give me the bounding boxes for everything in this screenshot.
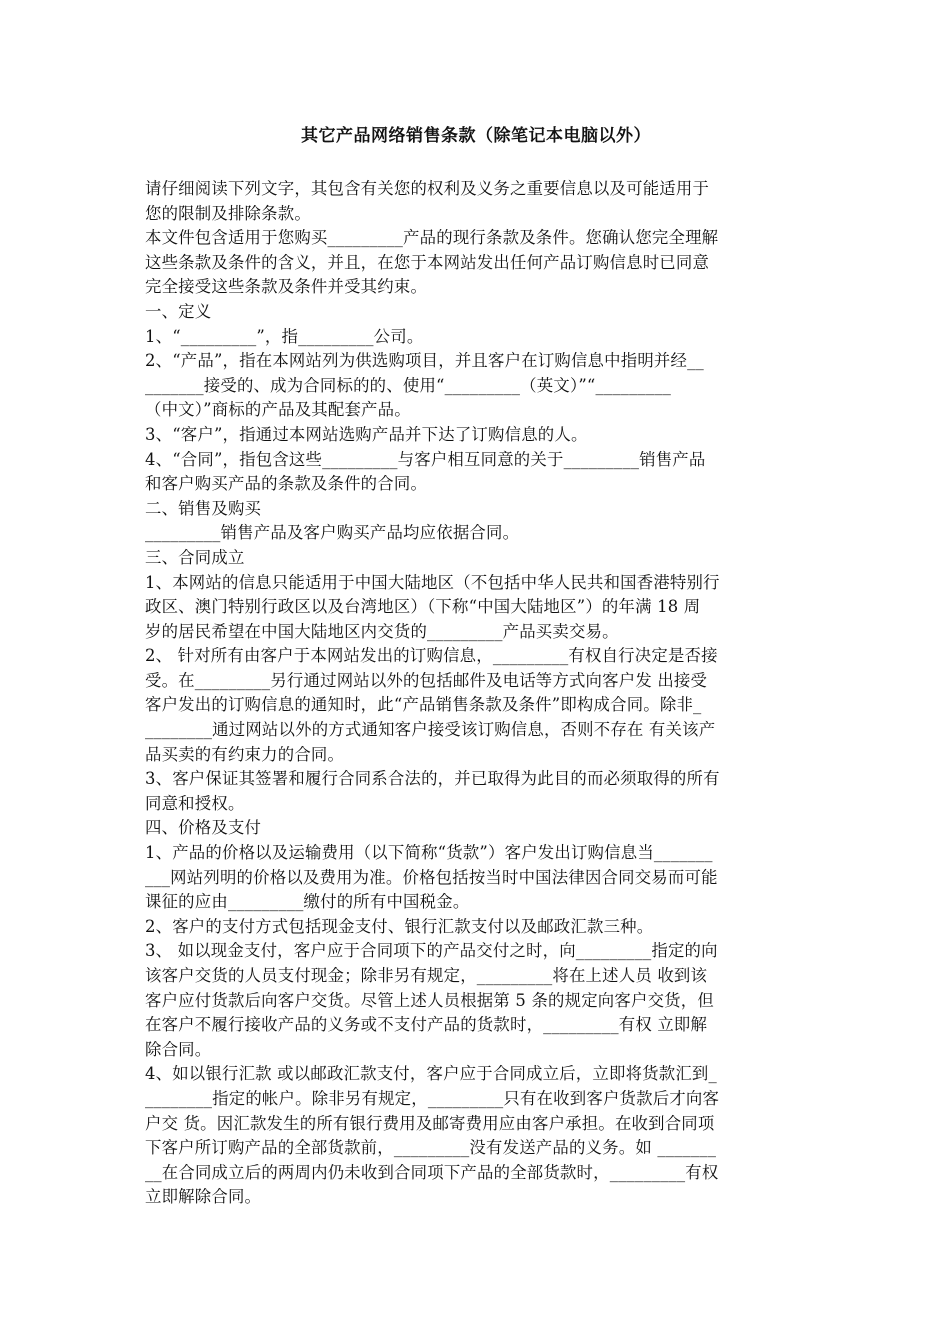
text-line: 岁的居民希望在中国大陆地区内交货的_________产品买卖交易。 [145,621,619,641]
text-line: 4、“合同”，指包含这些_________与客户相互同意的关于_________销售产品 [145,449,706,469]
text-line: 户交 货。因汇款发生的所有银行费用及邮寄费用应由客户承担。在收到合同项 [145,1113,715,1133]
document-page [145,118,807,1210]
text-line: 1、本网站的信息只能适用于中国大陆地区（不包括中华人民共和国香港特别行 [145,572,720,592]
text-line: 二、销售及购买 [145,498,262,518]
text-line: ________指定的帐户。除非另有规定，_________只有在收到客户货款后才向客 [145,1088,720,1108]
text-line: 除合同。 [145,1039,212,1059]
text-line: 下客户所订购产品的全部货款前，_________没有发送产品的义务。如 _______ [145,1138,717,1158]
text-line: 一、定义 [145,301,212,321]
text-line: 请仔细阅读下列文字，其包含有关您的权利及义务之重要信息以及可能适用于 [145,179,710,198]
text-line: 立即解除合同。 [145,1187,262,1207]
document-body [145,177,807,1210]
text-line: 客户应付货款后向客户交货。尽管上述人员根据第 5 条的规定向客户交货，但 [145,990,714,1010]
text-line: 1、“_________”，指_________公司。 [145,326,424,346]
text-line: 3、 如以现金支付，客户应于合同项下的产品交付之时，向_________指定的向 [145,941,718,961]
text-line: 完全接受这些条款及条件并受其约束。 [145,277,428,297]
text-line: 客户发出的订购信息的通知时，此“产品销售条款及条件”即构成合同。除非_ [145,695,702,715]
text-line: __在合同成立后的两周内仍未收到合同项下产品的全部货款时，_________有权 [145,1162,719,1182]
text-line: 四、价格及支付 [145,818,262,838]
text-line: 2、“产品”，指在本网站列为供选购项目，并且客户在订购信息中指明并经__ [145,351,704,371]
text-line: 品买卖的有约束力的合同。 [145,744,345,764]
document-title: 其它产品网络销售条款（除笔记本电脑以外） [301,126,651,146]
text-line: 4、如以银行汇款 或以邮政汇款支付，客户应于合同成立后，立即将货款汇到_ [145,1064,717,1084]
text-line: 该客户交货的人员支付现金；除非另有规定，_________将在上述人员 收到该 [145,966,708,985]
text-line: 3、“客户”，指通过本网站选购产品并下达了订购信息的人。 [145,424,588,444]
text-line: ___网站列明的价格以及费用为准。价格包括按当时中国法律因合同交易而可能 [145,867,718,887]
text-line: 这些条款及条件的含义，并且，在您于本网站发出任何产品订购信息时已同意 [145,252,710,272]
text-line: 在客户不履行接收产品的义务或不支付产品的货款时，_________有权 立即解 [145,1015,708,1035]
text-line: _________销售产品及客户购买产品均应依据合同。 [145,523,520,543]
text-line: 课征的应由_________缴付的所有中国税金。 [145,892,470,912]
text-line: 2、客户的支付方式包括现金支付、银行汇款支付以及邮政汇款三种。 [145,916,654,936]
text-line: 同意和授权。 [145,793,245,813]
text-line: （中文）”商标的产品及其配套产品。 [145,400,411,420]
text-line: _______接受的、成为合同标的的、使用“_________（英文）”“_________ [145,375,672,395]
text-line: ________通过网站以外的方式通知客户接受该订购信息，否则不存在 有关该产 [145,720,716,740]
text-line: 政区、澳门特别行政区以及台湾地区）（下称“中国大陆地区”）的年满 18 周 [145,597,701,617]
text-line: 2、 针对所有由客户于本网站发出的订购信息，_________有权自行决定是否接 [145,646,718,666]
text-line: 受。在_________另行通过网站以外的包括邮件及电话等方式向客户发 出接受 [145,670,708,690]
text-line: 和客户购买产品的条款及条件的合同。 [145,474,428,494]
text-line: 1、产品的价格以及运输费用（以下简称“货款”）客户发出订购信息当_______ [145,843,713,863]
text-line: 三、合同成立 [145,547,245,567]
text-line: 您的限制及排除条款。 [145,203,311,223]
text-line: 3、客户保证其签署和履行合同系合法的，并已取得为此目的而必须取得的所有 [145,769,720,789]
text-line: 本文件包含适用于您购买_________产品的现行条款及条件。您确认您完全理解 [145,228,719,248]
